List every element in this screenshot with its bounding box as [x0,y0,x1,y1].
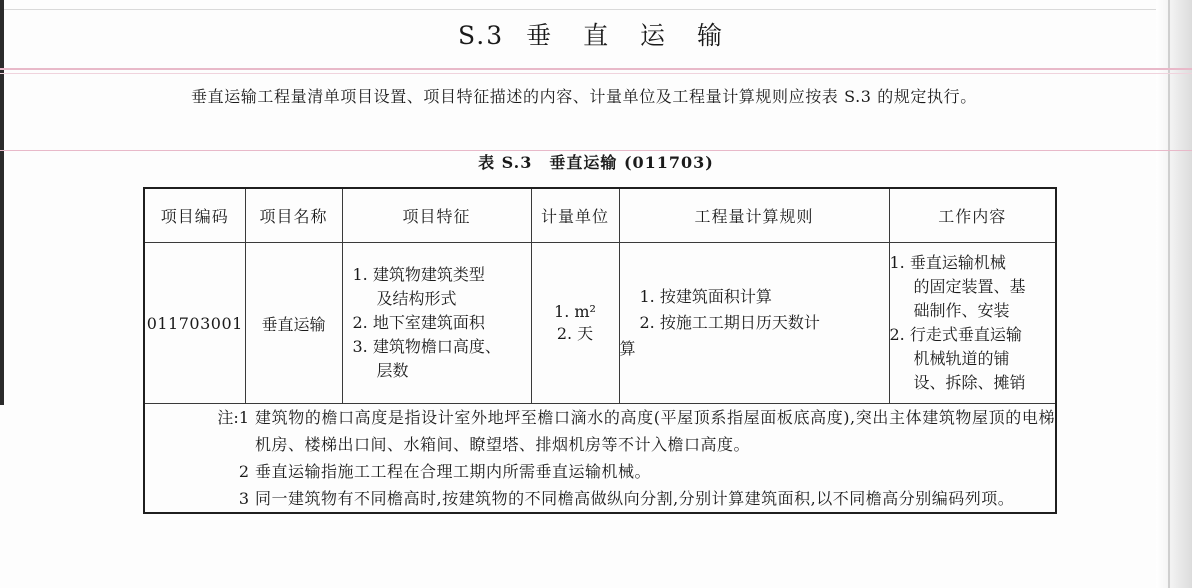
feature-line: 及结构形式 [376,289,457,308]
header-name: 项目名称 [245,188,342,243]
header-unit: 计量单位 [531,188,619,243]
note-number: 3 [238,489,249,508]
table-header-row [144,188,1056,243]
feature-line: 2. 地下室建筑面积 [352,313,485,332]
note-text: 垂直运输指施工工程在合理工期内所需垂直运输机械。 [255,462,652,481]
feature-line: 1. 建筑物建筑类型 [352,265,485,284]
note-text: 同一建筑物有不同檐高时,按建筑物的不同檐高做纵向分割,分别计算建筑面积,以不同檐高分别编码列项。 [255,489,1015,508]
table-title: 表 S.3 垂直运输 (011703) [478,153,714,172]
scan-line [0,73,1192,74]
rule-line: 算 [619,339,636,358]
feature-line: 层数 [376,361,409,380]
header-code: 项目编码 [144,188,245,243]
scan-right-edge [1156,0,1192,588]
rule-line: 2. 按施工工期日历天数计 [639,313,820,332]
work-line: 设、拆除、摊销 [913,373,1026,392]
header-work: 工作内容 [889,188,1056,243]
cell-work [889,243,1056,404]
work-line: 1. 垂直运输机械 [889,253,1006,272]
rule-line: 1. 按建筑面积计算 [639,287,772,306]
cell-name: 垂直运输 [245,243,342,404]
work-line: 2. 行走式垂直运输 [889,325,1022,344]
scan-right-fold [1168,0,1170,588]
scan-top-rule [0,9,1192,10]
section-title: 垂 直 运 输 [526,21,734,50]
scan-left-edge [0,0,4,405]
spec-table [143,187,1057,514]
intro-paragraph: 垂直运输工程量清单项目设置、项目特征描述的内容、计量单位及工程量计算规则应按表 S.3 的规定执行。 [191,87,977,106]
notes-cell [144,404,1056,514]
note-text: 建筑物的檐口高度是指设计室外地坪至檐口滴水的高度(平屋顶系指屋面板底高度),突出主体建筑物屋顶的电梯机房、楼梯出口间、水箱间、瞭望塔、排烟机房等不计入檐口高度。 [255,408,1055,454]
work-line: 机械轨道的铺 [913,349,1010,368]
header-rules: 工程量计算规则 [619,188,889,243]
note-label: 注:1 [217,408,249,427]
unit-line: 1. m² [554,302,596,321]
feature-line: 3. 建筑物檐口高度、 [352,337,501,356]
cell-rules [619,243,889,404]
header-features: 项目特征 [342,188,531,243]
cell-unit [531,243,619,404]
cell-features [342,243,531,404]
section-heading [0,16,1192,52]
note-item [145,485,1055,512]
unit-line: 2. 天 [556,324,594,343]
note-item [145,458,1055,485]
note-number: 2 [238,462,249,481]
cell-code: 011703001 [144,243,245,404]
scan-line [0,68,1192,70]
notes-row [144,404,1056,514]
work-line: 的固定装置、基 [913,277,1026,296]
note-item [145,404,1055,458]
work-line: 础制作、安装 [913,301,1010,320]
section-number: S.3 [458,21,505,50]
table-row [144,243,1056,404]
